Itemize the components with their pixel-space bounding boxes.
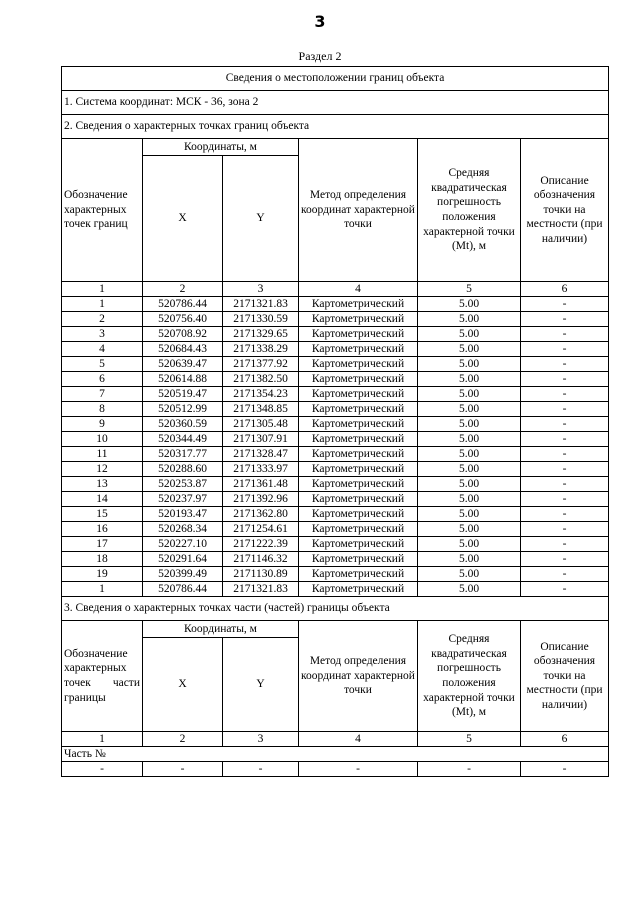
- coord-x: 520519.47: [143, 387, 223, 402]
- method: Картометрический: [299, 507, 418, 522]
- header-y-part: Y: [223, 638, 299, 732]
- coord-y: 2171146.32: [223, 552, 299, 567]
- header-y: Y: [223, 156, 299, 282]
- header-designation-part: Обозначение характерных точек части границы: [62, 621, 143, 732]
- description: -: [521, 447, 609, 462]
- column-numbers-row-part: [62, 732, 609, 747]
- description: -: [521, 387, 609, 402]
- method: Картометрический: [299, 582, 418, 597]
- coord-x: 520756.40: [143, 312, 223, 327]
- coord-x: 520512.99: [143, 402, 223, 417]
- header-error: Средняя квадратическая погрешность положения характерной точки (Mt), м: [418, 139, 521, 282]
- header-method: Метод определения координат характерной точки: [299, 139, 418, 282]
- error-value: 5.00: [418, 522, 521, 537]
- description: -: [521, 402, 609, 417]
- coord-y: 2171328.47: [223, 447, 299, 462]
- error-value: 5.00: [418, 417, 521, 432]
- coord-x: 520227.10: [143, 537, 223, 552]
- coord-y: 2171305.48: [223, 417, 299, 432]
- page-number: 3: [314, 12, 326, 31]
- coord-x: 520268.34: [143, 522, 223, 537]
- coord-x: 520288.60: [143, 462, 223, 477]
- description: -: [521, 567, 609, 582]
- column-number: 2: [143, 732, 223, 747]
- coord-y: 2171348.85: [223, 402, 299, 417]
- coord-x: 520317.77: [143, 447, 223, 462]
- column-number: 1: [62, 732, 143, 747]
- section-title: Раздел 2: [298, 49, 342, 63]
- header-coords-part: Координаты, м: [143, 621, 299, 638]
- coord-y: 2171377.92: [223, 357, 299, 372]
- column-number: 4: [299, 282, 418, 297]
- description: -: [521, 432, 609, 447]
- coord-y: 2171333.97: [223, 462, 299, 477]
- error-value: 5.00: [418, 357, 521, 372]
- column-number: 6: [521, 732, 609, 747]
- point-number: 4: [62, 342, 143, 357]
- description: -: [521, 507, 609, 522]
- coord-y: 2171330.59: [223, 312, 299, 327]
- table-row: [62, 537, 609, 552]
- method: Картометрический: [299, 432, 418, 447]
- point-number: 12: [62, 462, 143, 477]
- coord-x: 520360.59: [143, 417, 223, 432]
- coord-y: 2171362.80: [223, 507, 299, 522]
- table-row: [62, 507, 609, 522]
- error-value: 5.00: [418, 462, 521, 477]
- column-number: 5: [418, 732, 521, 747]
- coord-y: 2171361.48: [223, 477, 299, 492]
- error-value: 5.00: [418, 312, 521, 327]
- method: Картометрический: [299, 567, 418, 582]
- method: Картометрический: [299, 312, 418, 327]
- error-value: 5.00: [418, 387, 521, 402]
- method: Картометрический: [299, 552, 418, 567]
- error-value: 5.00: [418, 507, 521, 522]
- point-number: 2: [62, 312, 143, 327]
- coord-x: 520344.49: [143, 432, 223, 447]
- coord-x: 520708.92: [143, 327, 223, 342]
- method: Картометрический: [299, 297, 418, 312]
- part-cell: -: [223, 762, 299, 777]
- table-row: [62, 567, 609, 582]
- description: -: [521, 537, 609, 552]
- error-value: 5.00: [418, 402, 521, 417]
- coord-x: 520614.88: [143, 372, 223, 387]
- point-number: 6: [62, 372, 143, 387]
- point-number: 10: [62, 432, 143, 447]
- point-number: 15: [62, 507, 143, 522]
- method: Картометрический: [299, 372, 418, 387]
- method: Картометрический: [299, 462, 418, 477]
- coord-x: 520291.64: [143, 552, 223, 567]
- coord-y: 2171321.83: [223, 582, 299, 597]
- point-number: 16: [62, 522, 143, 537]
- table-row: [62, 297, 609, 312]
- table-row: [62, 402, 609, 417]
- table-row: [62, 417, 609, 432]
- method: Картометрический: [299, 417, 418, 432]
- header-coords: Координаты, м: [143, 139, 299, 156]
- column-number: 3: [223, 282, 299, 297]
- point-number: 5: [62, 357, 143, 372]
- error-value: 5.00: [418, 297, 521, 312]
- description: -: [521, 372, 609, 387]
- description: -: [521, 312, 609, 327]
- column-number: 3: [223, 732, 299, 747]
- coord-y: 2171392.96: [223, 492, 299, 507]
- table-row: [62, 372, 609, 387]
- coord-x: 520786.44: [143, 582, 223, 597]
- error-value: 5.00: [418, 477, 521, 492]
- coord-y: 2171307.91: [223, 432, 299, 447]
- point-number: 14: [62, 492, 143, 507]
- coord-x: 520399.49: [143, 567, 223, 582]
- coord-x: 520639.47: [143, 357, 223, 372]
- point-number: 13: [62, 477, 143, 492]
- method: Картометрический: [299, 522, 418, 537]
- table-row: [62, 477, 609, 492]
- description: -: [521, 477, 609, 492]
- part-cell: -: [521, 762, 609, 777]
- part-cell: -: [62, 762, 143, 777]
- coord-x: 520684.43: [143, 342, 223, 357]
- table-row: [62, 552, 609, 567]
- method: Картометрический: [299, 537, 418, 552]
- header-x: X: [143, 156, 223, 282]
- description: -: [521, 492, 609, 507]
- column-number: 5: [418, 282, 521, 297]
- method: Картометрический: [299, 447, 418, 462]
- coord-y: 2171222.39: [223, 537, 299, 552]
- coord-y: 2171130.89: [223, 567, 299, 582]
- error-value: 5.00: [418, 432, 521, 447]
- description: -: [521, 342, 609, 357]
- point-number: 18: [62, 552, 143, 567]
- coord-y: 2171329.65: [223, 327, 299, 342]
- method: Картометрический: [299, 402, 418, 417]
- table-row: [62, 342, 609, 357]
- method: Картометрический: [299, 342, 418, 357]
- table-row: [62, 522, 609, 537]
- column-number: 1: [62, 282, 143, 297]
- part-cell: -: [143, 762, 223, 777]
- table-row: [62, 447, 609, 462]
- table-row: [62, 312, 609, 327]
- description: -: [521, 297, 609, 312]
- error-value: 5.00: [418, 492, 521, 507]
- coord-x: 520786.44: [143, 297, 223, 312]
- description: -: [521, 582, 609, 597]
- description: -: [521, 417, 609, 432]
- point-number: 17: [62, 537, 143, 552]
- point-number: 1: [62, 582, 143, 597]
- header-designation: Обозначение характерных точек границ: [62, 139, 143, 282]
- error-value: 5.00: [418, 342, 521, 357]
- part-row: [62, 762, 609, 777]
- column-number: 6: [521, 282, 609, 297]
- error-value: 5.00: [418, 372, 521, 387]
- error-value: 5.00: [418, 537, 521, 552]
- column-number: 4: [299, 732, 418, 747]
- point-number: 19: [62, 567, 143, 582]
- table-row: [62, 492, 609, 507]
- table-row: [62, 462, 609, 477]
- description: -: [521, 522, 609, 537]
- point-number: 1: [62, 297, 143, 312]
- coord-y: 2171254.61: [223, 522, 299, 537]
- description: -: [521, 462, 609, 477]
- coord-y: 2171321.83: [223, 297, 299, 312]
- column-numbers-row: [62, 282, 609, 297]
- method: Картометрический: [299, 327, 418, 342]
- error-value: 5.00: [418, 327, 521, 342]
- coord-y: 2171338.29: [223, 342, 299, 357]
- table-row: [62, 387, 609, 402]
- section3-title: 3. Сведения о характерных точках части (частей) границы объекта: [62, 597, 609, 621]
- header-x-part: X: [143, 638, 223, 732]
- coord-y: 2171354.23: [223, 387, 299, 402]
- coord-x: 520237.97: [143, 492, 223, 507]
- method: Картометрический: [299, 492, 418, 507]
- column-number: 2: [143, 282, 223, 297]
- description: -: [521, 357, 609, 372]
- header-error-part: Средняя квадратическая погрешность положения характерной точки (Mt), м: [418, 621, 521, 732]
- table-row: [62, 432, 609, 447]
- part-cell: -: [418, 762, 521, 777]
- description: -: [521, 327, 609, 342]
- part-label: Часть №: [62, 747, 609, 762]
- boundary-table: [61, 66, 609, 777]
- error-value: 5.00: [418, 447, 521, 462]
- coord-y: 2171382.50: [223, 372, 299, 387]
- section2-title: 2. Сведения о характерных точках границ объекта: [62, 115, 609, 139]
- table-row: [62, 327, 609, 342]
- error-value: 5.00: [418, 582, 521, 597]
- coord-x: 520253.87: [143, 477, 223, 492]
- point-number: 8: [62, 402, 143, 417]
- point-number: 9: [62, 417, 143, 432]
- error-value: 5.00: [418, 552, 521, 567]
- point-number: 7: [62, 387, 143, 402]
- part-cell: -: [299, 762, 418, 777]
- description: -: [521, 552, 609, 567]
- header-description-part: Описание обозначения точки на местности (при наличии): [521, 621, 609, 732]
- table-row: [62, 357, 609, 372]
- point-number: 3: [62, 327, 143, 342]
- method: Картометрический: [299, 477, 418, 492]
- point-number: 11: [62, 447, 143, 462]
- method: Картометрический: [299, 387, 418, 402]
- error-value: 5.00: [418, 567, 521, 582]
- table-title: Сведения о местоположении границ объекта: [62, 67, 609, 91]
- header-description: Описание обозначения точки на местности (при наличии): [521, 139, 609, 282]
- coord-system: 1. Система координат: МСК - 36, зона 2: [62, 91, 609, 115]
- method: Картометрический: [299, 357, 418, 372]
- table-row: [62, 582, 609, 597]
- header-method-part: Метод определения координат характерной точки: [299, 621, 418, 732]
- coord-x: 520193.47: [143, 507, 223, 522]
